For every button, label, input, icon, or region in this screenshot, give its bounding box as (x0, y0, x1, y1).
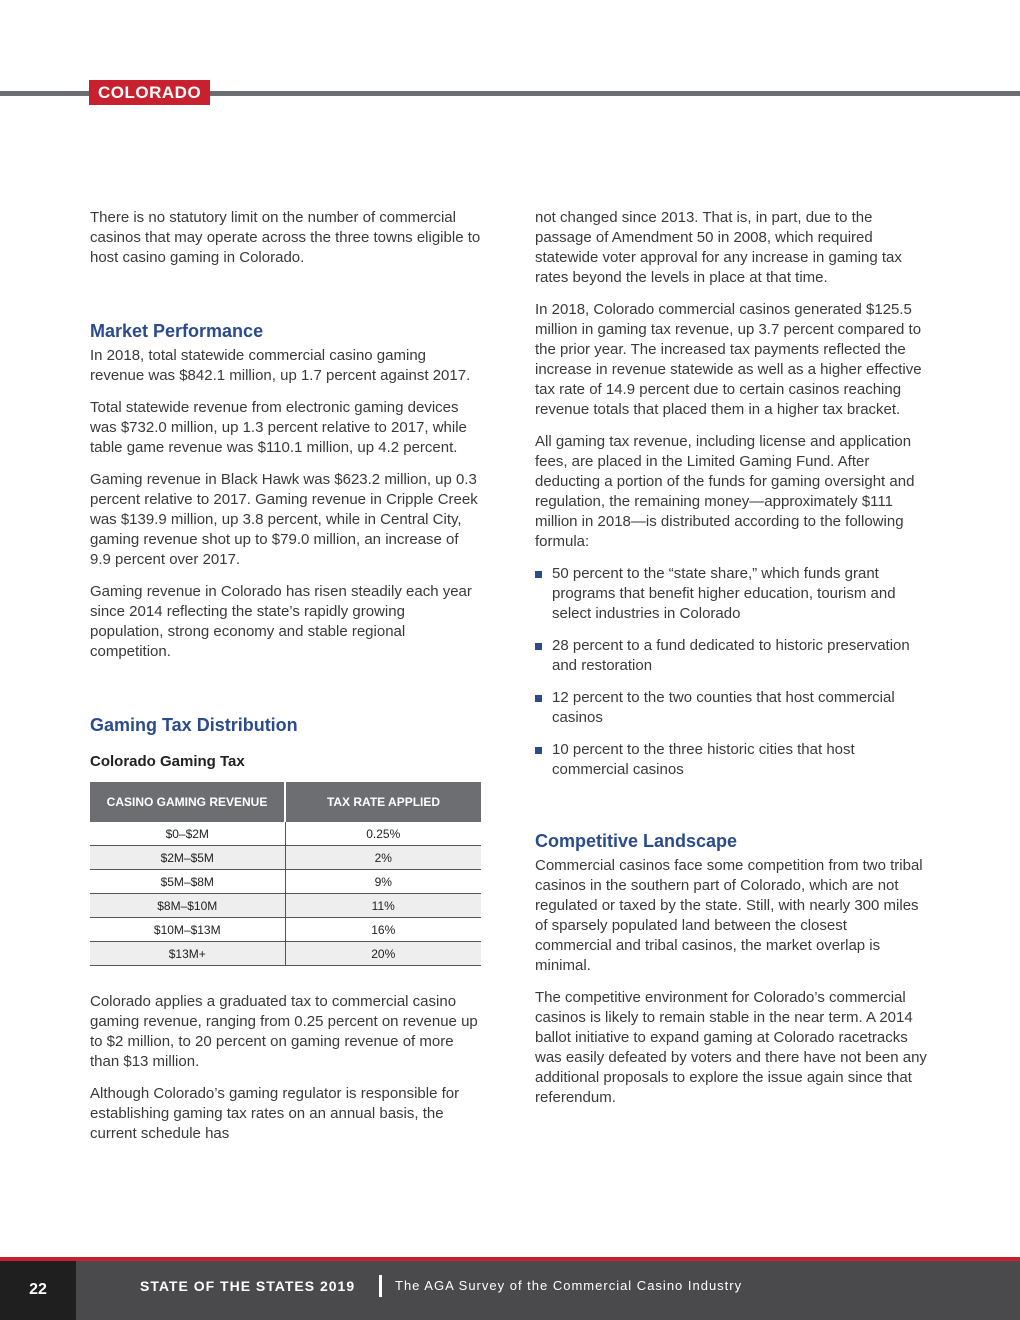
bullet-icon (535, 695, 542, 702)
footer-divider (379, 1275, 382, 1297)
table-row (90, 918, 481, 942)
revenue-cell: $2M–$5M (90, 846, 285, 870)
market-paragraph: Total statewide revenue from electronic gaming devices was $732.0 million, up 1.3 percent relative to 2017, while table game revenue was $110.1 million, up 4.2 percent. (90, 399, 467, 456)
revenue-cell: $10M–$13M (90, 918, 285, 942)
column-header-rate: TAX RATE APPLIED (285, 782, 481, 822)
competitive-paragraph: Commercial casinos face some competition from two tribal casinos in the southern part of Colorado, which are not regulated or taxed by the state. Still, with nearly 300 miles of sparsely populated land between the closest commercial and tribal casinos, the market overlap is minimal. (535, 857, 923, 974)
competitive-landscape-heading: Competitive Landscape (535, 831, 738, 851)
table-row (90, 894, 481, 918)
gaming-tax-heading: Gaming Tax Distribution (90, 715, 298, 735)
tax-paragraph: In 2018, Colorado commercial casinos generated $125.5 million in gaming tax revenue, up 3.7 percent compared to the prior year. The increased tax payments reflected the increase in revenue statewide as well as a higher effective tax rate of 14.9 percent due to certain casinos reaching revenue totals that placed them in a higher tax bracket. (535, 301, 922, 418)
tax-paragraph: Although Colorado’s gaming regulator is responsible for establishing gaming tax rates on an annual basis, the current schedule has (90, 1085, 460, 1142)
list-item (535, 564, 927, 624)
rate-cell: 2% (285, 846, 481, 870)
gaming-tax-table (90, 782, 481, 966)
revenue-cell: $0–$2M (90, 822, 285, 846)
market-paragraph: Gaming revenue in Colorado has risen steadily each year since 2014 reflecting the state’s rapidly growing population, strong economy and stable regional competition. (90, 583, 472, 660)
market-paragraph: Gaming revenue in Black Hawk was $623.2 million, up 0.3 percent relative to 2017. Gaming revenue in Cripple Creek was $139.9 million, up 3.8 percent, while in Central City, gaming revenue shot up to $79.0 million, an increase of 9.9 percent over 2017. (90, 471, 478, 568)
column-header-revenue: CASINO GAMING REVENUE (90, 782, 285, 822)
intro-paragraph: There is no statutory limit on the number of commercial casinos that may operate across the three towns eligible to host casino gaming in Colorado. (90, 209, 481, 266)
table-row (90, 846, 481, 870)
table-row (90, 822, 481, 846)
list-item-text: 28 percent to a fund dedicated to historic preservation and restoration (552, 637, 910, 674)
revenue-cell: $8M–$10M (90, 894, 285, 918)
page-number: 22 (0, 1261, 76, 1320)
footer-subtitle: The AGA Survey of the Commercial Casino Industry (395, 1278, 743, 1293)
market-paragraph: In 2018, total statewide commercial casino gaming revenue was $842.1 million, up 1.7 percent against 2017. (90, 347, 471, 384)
right-column (535, 208, 927, 1120)
bullet-icon (535, 747, 542, 754)
tax-paragraph: All gaming tax revenue, including license and application fees, are placed in the Limited Gaming Fund. After deducting a portion of the funds for gaming oversight and regulation, the remaining money—approximately $111 million in 2018—is distributed according to the following formula: (535, 433, 915, 550)
tax-paragraph: Colorado applies a graduated tax to commercial casino gaming revenue, ranging from 0.25 percent on revenue up to $2 million, to 20 percent on gaming revenue of more than $13 million. (90, 993, 478, 1070)
list-item-text: 10 percent to the three historic cities that host commercial casinos (552, 741, 855, 778)
table-header-row (90, 782, 481, 822)
list-item-text: 50 percent to the “state share,” which funds grant programs that benefit higher education, tourism and select industries in Colorado (552, 565, 896, 622)
list-item (535, 688, 927, 728)
table-title: Colorado Gaming Tax (90, 753, 245, 770)
rate-cell: 16% (285, 918, 481, 942)
market-performance-heading: Market Performance (90, 321, 264, 341)
tax-paragraph: not changed since 2013. That is, in part, due to the passage of Amendment 50 in 2008, which required statewide voter approval for any increase in gaming tax rates beyond the levels in place at that time. (535, 209, 902, 286)
list-item-text: 12 percent to the two counties that host commercial casinos (552, 689, 895, 726)
revenue-cell: $13M+ (90, 942, 285, 966)
rate-cell: 9% (285, 870, 481, 894)
competitive-paragraph: The competitive environment for Colorado’s commercial casinos is likely to remain stable in the near term. A 2014 ballot initiative to expand gaming at Colorado racetracks was easily defeated by voters and there have not been any additional proposals to explore the issue again since that referendum. (535, 989, 927, 1106)
list-item (535, 740, 927, 780)
left-column (90, 208, 482, 1156)
revenue-cell: $5M–$8M (90, 870, 285, 894)
state-tag: COLORADO (89, 80, 210, 105)
footer-title: STATE OF THE STATES 2019 (140, 1278, 356, 1294)
rate-cell: 20% (285, 942, 481, 966)
bullet-icon (535, 643, 542, 650)
rate-cell: 0.25% (285, 822, 481, 846)
distribution-list (535, 564, 927, 780)
bullet-icon (535, 571, 542, 578)
footer (0, 1261, 1020, 1320)
table-row (90, 870, 481, 894)
table-row (90, 942, 481, 966)
rate-cell: 11% (285, 894, 481, 918)
list-item (535, 636, 927, 676)
